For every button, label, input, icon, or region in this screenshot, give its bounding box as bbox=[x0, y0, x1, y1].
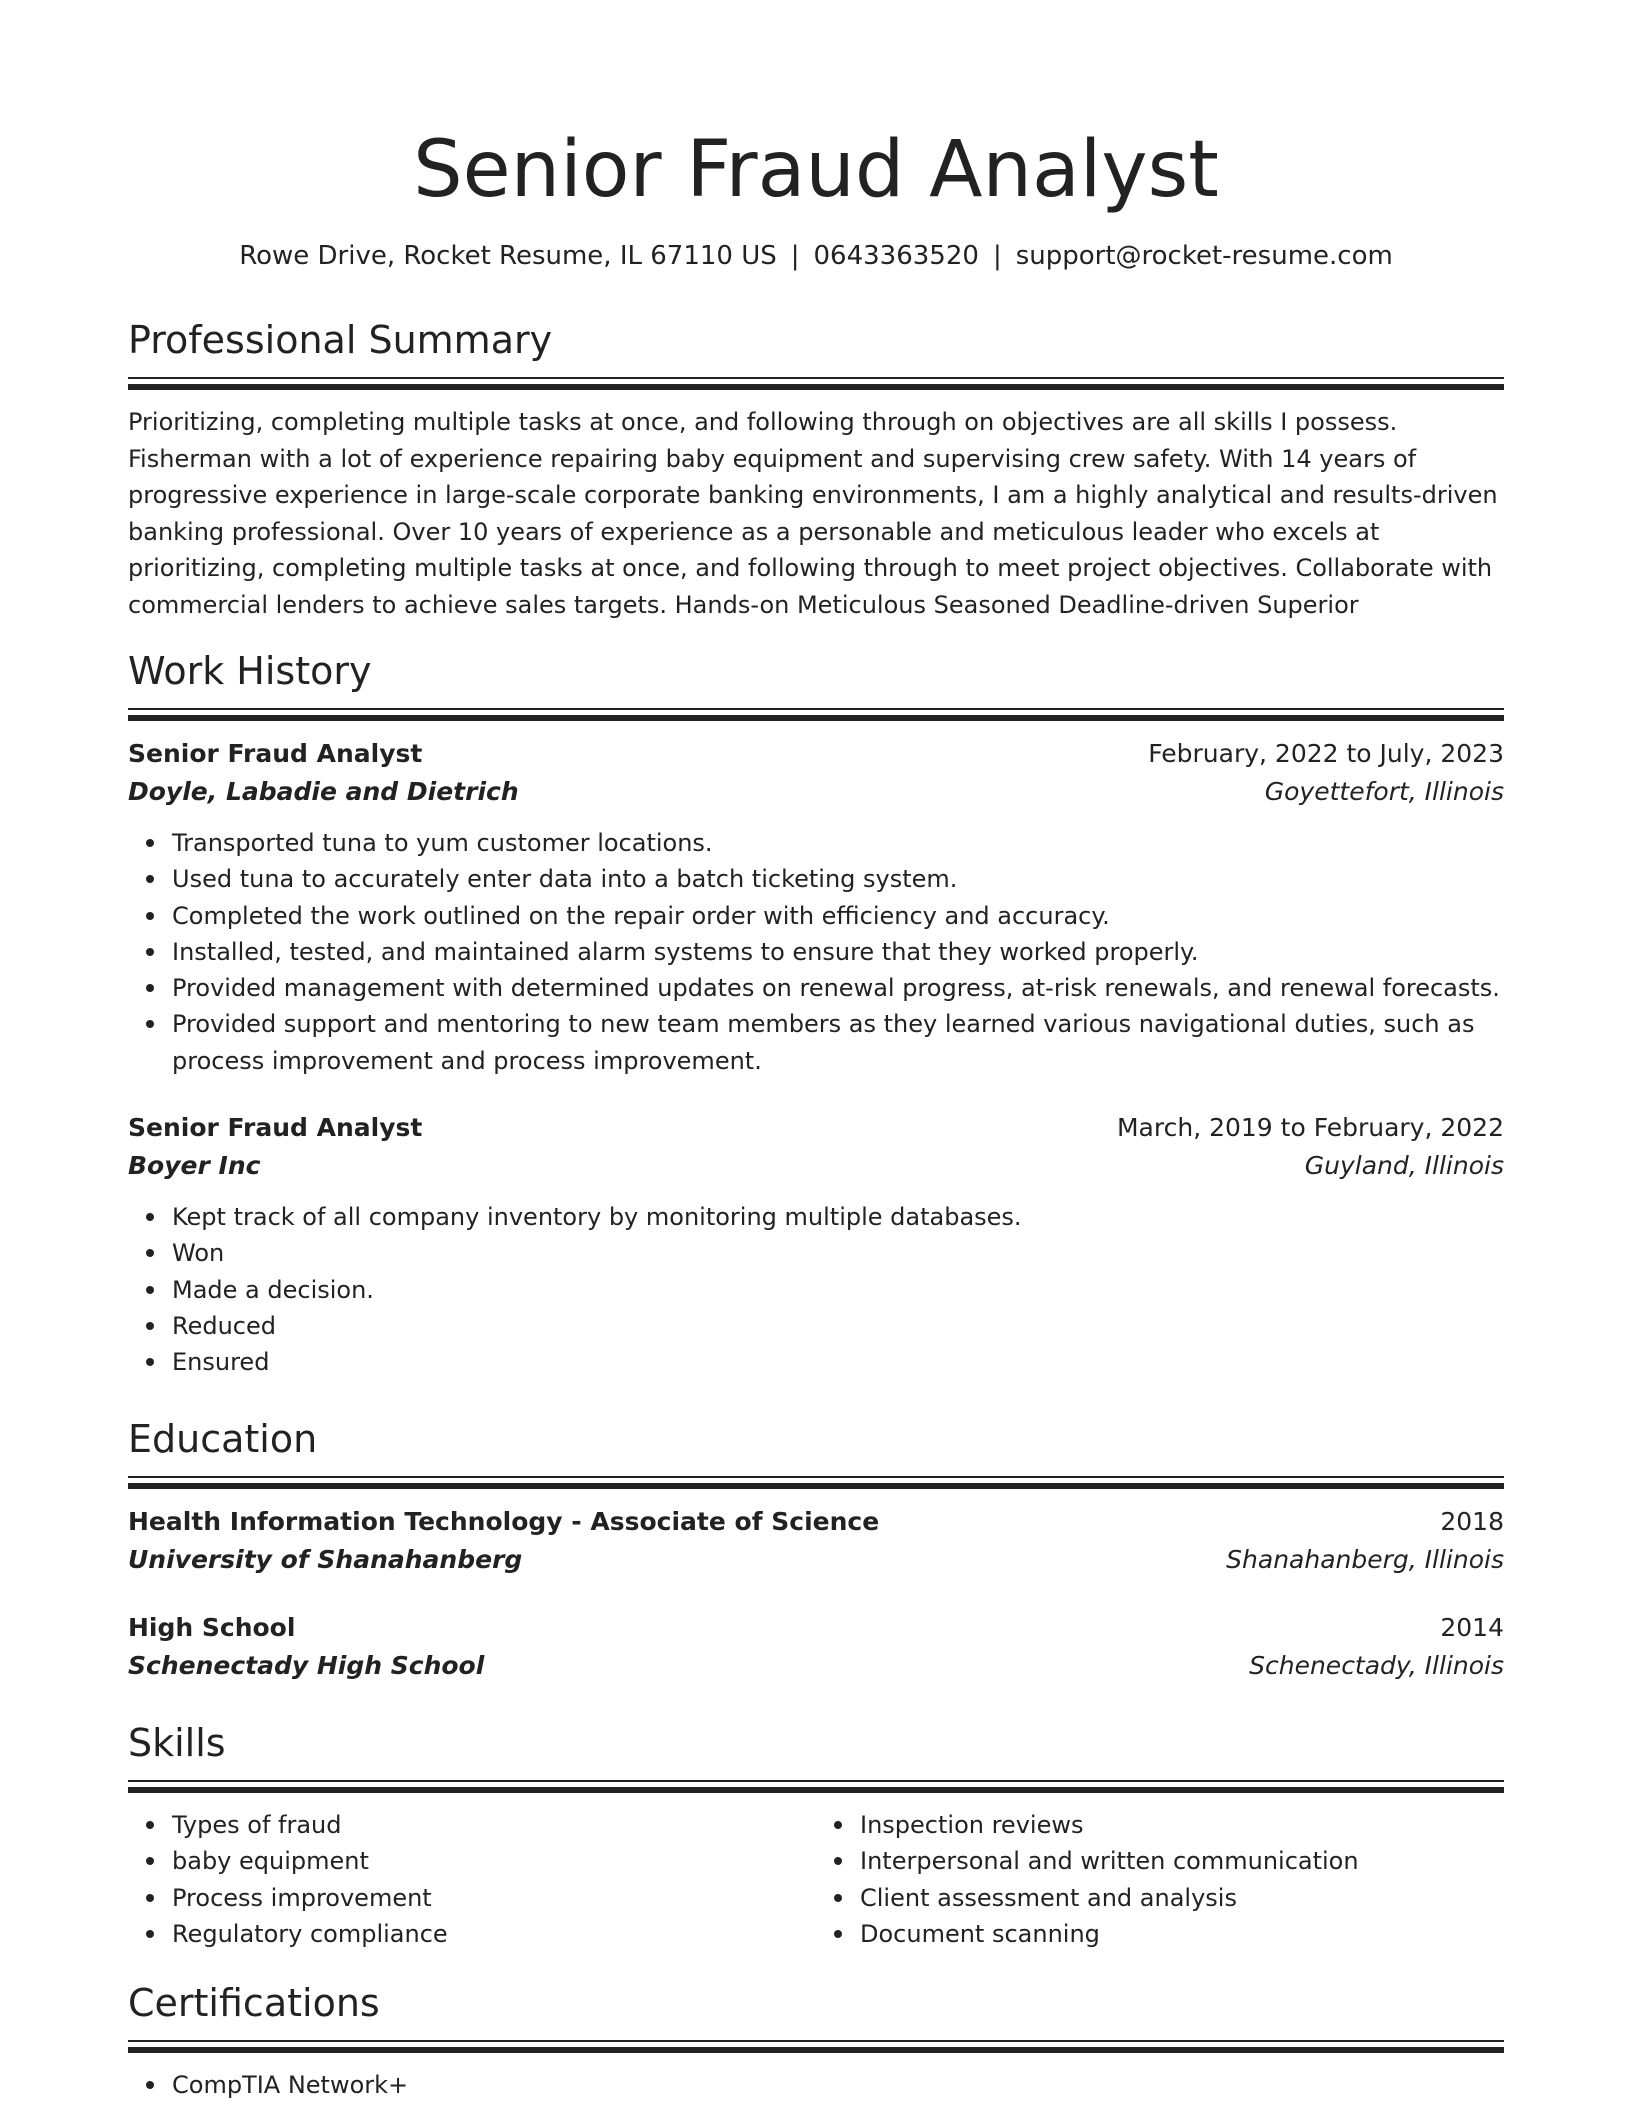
skill-item: Interpersonal and written communication bbox=[860, 1843, 1504, 1879]
education-year: 2014 bbox=[1440, 1613, 1504, 1642]
job-bullet: Provided support and mentoring to new team members as they learned various navigational duties, such as process improvement and process improvement. bbox=[172, 1006, 1504, 1079]
education-school: Schenectady High School bbox=[128, 1651, 485, 1680]
section-title-education: Education bbox=[128, 1417, 318, 1461]
contact-separator: | bbox=[790, 241, 800, 271]
job-bullet: Used tuna to accurately enter data into a batch ticketing system. bbox=[172, 861, 1504, 897]
skill-item: Types of fraud bbox=[172, 1807, 816, 1843]
resume-name: Senior Fraud Analyst bbox=[413, 125, 1219, 215]
job-company: Boyer Inc bbox=[128, 1151, 261, 1181]
skill-item: Client assessment and analysis bbox=[860, 1880, 1504, 1916]
section-divider bbox=[128, 1476, 1504, 1489]
job-title: Senior Fraud Analyst bbox=[128, 1113, 423, 1143]
skills-grid bbox=[128, 1807, 1504, 1952]
education-degree: High School bbox=[128, 1613, 296, 1642]
contact-phone: 0643363520 bbox=[813, 241, 979, 271]
job-bullet: Reduced bbox=[172, 1308, 1504, 1344]
skill-item: baby equipment bbox=[172, 1843, 816, 1879]
skill-item: Document scanning bbox=[860, 1916, 1504, 1952]
skills-column-right bbox=[816, 1807, 1504, 1952]
section-title-summary: Professional Summary bbox=[128, 318, 553, 362]
job-location: Goyettefort, Illinois bbox=[1264, 777, 1504, 806]
job-bullet: Installed, tested, and maintained alarm systems to ensure that they worked properly. bbox=[172, 934, 1504, 970]
job-bullet: Completed the work outlined on the repair order with efficiency and accuracy. bbox=[172, 898, 1504, 934]
job-bullet: Won bbox=[172, 1235, 1504, 1271]
certifications-section bbox=[128, 1978, 1504, 2103]
job-dates: February, 2022 to July, 2023 bbox=[1148, 739, 1504, 768]
section-title-work: Work History bbox=[128, 649, 372, 693]
job-bullet: Kept track of all company inventory by monitoring multiple databases. bbox=[172, 1199, 1504, 1235]
job-title: Senior Fraud Analyst bbox=[128, 739, 423, 768]
summary-section bbox=[128, 315, 1504, 623]
certifications-list bbox=[128, 2067, 1504, 2103]
certification-item: CompTIA Network+ bbox=[172, 2067, 1504, 2103]
section-title-skills: Skills bbox=[128, 1721, 226, 1765]
contact-address: Rowe Drive, Rocket Resume, IL 67110 US bbox=[239, 241, 777, 271]
skills-column-left bbox=[128, 1807, 816, 1952]
contact-line bbox=[128, 238, 1504, 274]
job-entry bbox=[128, 1109, 1504, 1380]
contact-separator: | bbox=[992, 241, 1002, 271]
job-bullet: Made a decision. bbox=[172, 1272, 1504, 1308]
job-bullet: Provided management with determined updates on renewal progress, at-risk renewals, and renewal forecasts. bbox=[172, 970, 1504, 1006]
education-year: 2018 bbox=[1440, 1507, 1504, 1536]
section-divider bbox=[128, 1780, 1504, 1793]
job-location: Guyland, Illinois bbox=[1304, 1151, 1504, 1181]
section-title-certifications: Certifications bbox=[128, 1981, 380, 2025]
job-bullets bbox=[128, 825, 1504, 1079]
job-entry bbox=[128, 735, 1504, 1079]
skill-item: Process improvement bbox=[172, 1880, 816, 1916]
work-section bbox=[128, 646, 1504, 1381]
job-company: Doyle, Labadie and Dietrich bbox=[128, 777, 519, 806]
education-entry bbox=[128, 1503, 1504, 1579]
skill-item: Regulatory compliance bbox=[172, 1916, 816, 1952]
job-dates: March, 2019 to February, 2022 bbox=[1116, 1113, 1504, 1143]
education-location: Schenectady, Illinois bbox=[1249, 1651, 1504, 1680]
job-bullets bbox=[128, 1199, 1504, 1380]
job-bullet: Ensured bbox=[172, 1344, 1504, 1380]
skill-item: Inspection reviews bbox=[860, 1807, 1504, 1843]
skills-section bbox=[128, 1718, 1504, 1952]
section-divider bbox=[128, 2040, 1504, 2053]
section-divider bbox=[128, 377, 1504, 390]
education-school: University of Shanahanberg bbox=[128, 1545, 523, 1574]
education-location: Shanahanberg, Illinois bbox=[1226, 1545, 1504, 1574]
job-bullet: Transported tuna to yum customer locations. bbox=[172, 825, 1504, 861]
education-section bbox=[128, 1414, 1504, 1685]
education-entry bbox=[128, 1609, 1504, 1685]
contact-email: support@rocket-resume.com bbox=[1015, 241, 1393, 271]
section-divider bbox=[128, 708, 1504, 721]
education-degree: Health Information Technology - Associate of Science bbox=[128, 1507, 880, 1536]
summary-text: Prioritizing, completing multiple tasks at once, and following through on objectives are all skills I possess. Fisherman with a lot of experience repairing baby equipment and supervising crew safety. With 14 years of progressive experience in large-scale corporate banking environments, I am a highly analytical and results-driven banking professional. Over 10 years of experience as a personable and meticulous leader who excels at prioritizing, completing multiple tasks at once, and following through to meet project objectives. Collaborate with commercial lenders to achieve sales targets. Hands-on Meticulous Seasoned Deadline-driven Superior bbox=[128, 408, 1498, 619]
